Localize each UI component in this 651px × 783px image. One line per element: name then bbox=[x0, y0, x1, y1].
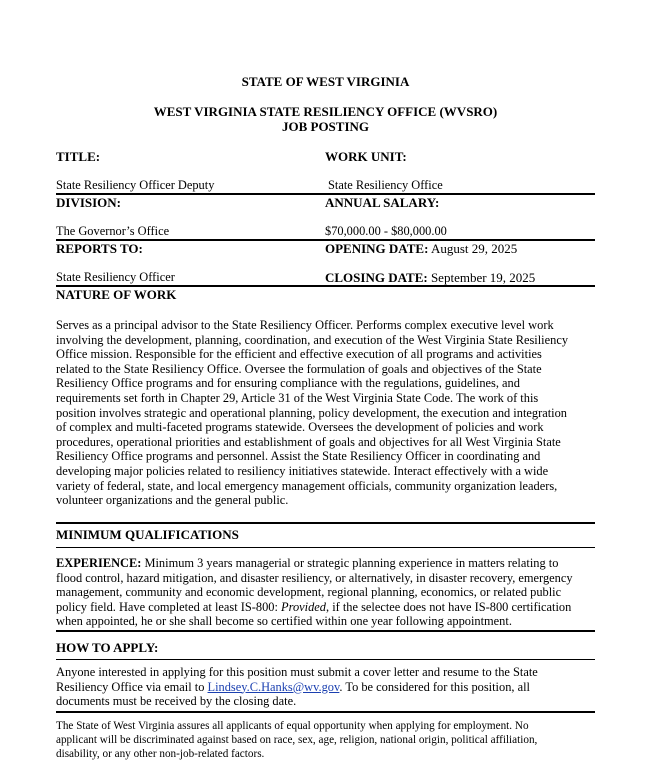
paragraph-line: Serves as a principal advisor to the State Resiliency Officer. Performs complex executive level work bbox=[56, 318, 554, 332]
paragraph-line: position involves strategic and operational planning, policy development, the execution and integration bbox=[56, 405, 567, 420]
annual-salary-label: ANNUAL SALARY: bbox=[325, 195, 440, 210]
paragraph-line: developing major policies related to resiliency initiatives statewide. Interact effectively with a wide bbox=[56, 463, 549, 478]
paragraph-line: Resiliency Office via email to bbox=[56, 679, 208, 694]
closing-date-value: September 19, 2025 bbox=[430, 270, 536, 285]
divider bbox=[56, 659, 595, 660]
paragraph-line: variety of federal, state, and local emergency management officials, community organization leaders, bbox=[56, 478, 558, 493]
paragraph-line: policy field. Have completed at least IS-800: bbox=[56, 599, 282, 614]
annual-salary-value: $70,000.00 - $80,000.00 bbox=[325, 224, 447, 238]
division-value: The Governor’s Office bbox=[56, 224, 170, 238]
experience-text bbox=[56, 556, 601, 629]
division-label: DIVISION: bbox=[56, 195, 122, 210]
paragraph-line: involving the development, planning, coordination, and execution of the West Virginia State Resiliency bbox=[56, 332, 569, 347]
reports-to-label: REPORTS TO: bbox=[56, 241, 143, 256]
eeo-statement bbox=[56, 719, 601, 762]
paragraph-line: Resiliency Office programs and for ensuring compliance with the regulations, guidelines, and bbox=[56, 376, 520, 391]
paragraph-line: requirements set forth in Chapter 29, Article 31 of the West Virginia State Code. The work of this bbox=[56, 390, 539, 405]
paragraph-line: Resiliency Office programs and personnel. Assist the State Resiliency Officer in coordinating and bbox=[56, 449, 541, 464]
paragraph-line: , if the selectee does not have IS-800 certification bbox=[326, 599, 572, 614]
paragraph-line: volunteer organizations and the general public. bbox=[56, 493, 289, 508]
title-value: State Resiliency Officer Deputy bbox=[56, 178, 215, 192]
opening-date-value: August 29, 2025 bbox=[430, 241, 518, 256]
nature-of-work-text bbox=[56, 318, 601, 508]
provided-italic: Provided bbox=[281, 599, 326, 614]
nature-of-work-heading: NATURE OF WORK bbox=[56, 287, 177, 302]
paragraph-line: related to the State Resiliency Office. Oversee the formulation of goals and objectives of the State bbox=[56, 361, 542, 376]
how-to-apply-text bbox=[56, 665, 601, 709]
divider bbox=[56, 547, 595, 548]
paragraph-line: procedures, operational priorities and establishment of goals and objectives for all West Virginia State bbox=[56, 434, 561, 449]
closing-date bbox=[325, 270, 535, 285]
paragraph-line: The State of West Virginia assures all applicants of equal opportunity when applying for employment. No bbox=[56, 720, 529, 732]
work-unit-label: WORK UNIT: bbox=[325, 149, 407, 164]
opening-date bbox=[325, 241, 517, 256]
paragraph-line: documents must be received by the closing date. bbox=[56, 694, 297, 709]
divider bbox=[56, 630, 595, 632]
experience-label: EXPERIENCE: bbox=[56, 556, 142, 570]
state-heading: STATE OF WEST VIRGINIA bbox=[241, 74, 410, 89]
office-heading: WEST VIRGINIA STATE RESILIENCY OFFICE (WVSRO) bbox=[153, 104, 498, 119]
paragraph-line: disability, or any other non-job-related factors. bbox=[56, 748, 265, 761]
paragraph-line: . To be considered for this position, all bbox=[339, 679, 530, 694]
paragraph-line: Minimum 3 years managerial or strategic planning experience in matters relating to bbox=[141, 556, 559, 570]
paragraph-line: management, community and economic development, regional planning, economics, or related public bbox=[56, 585, 562, 600]
paragraph-line: Office mission. Responsible for the efficient and effective execution of all programs and activities bbox=[56, 347, 542, 362]
title-label: TITLE: bbox=[56, 149, 101, 164]
email-link[interactable]: Lindsey.C.Hanks@wv.gov bbox=[207, 679, 340, 694]
opening-date-label: OPENING DATE: bbox=[325, 241, 429, 256]
work-unit-value: State Resiliency Office bbox=[328, 178, 443, 192]
minimum-qualifications-heading: MINIMUM QUALIFICATIONS bbox=[56, 527, 239, 542]
divider bbox=[56, 522, 595, 524]
paragraph-line: of complex and multi-faceted programs statewide. Oversees the development of policies and work bbox=[56, 420, 544, 435]
divider bbox=[56, 711, 595, 713]
paragraph-line: when appointed, he or she shall become so certified within one year following appointment. bbox=[56, 614, 512, 629]
how-to-apply-heading: HOW TO APPLY: bbox=[56, 640, 159, 655]
reports-to-value: State Resiliency Officer bbox=[56, 270, 175, 284]
paragraph-line: flood control, hazard mitigation, and disaster resiliency, or alternatively, in disaster recovery, emergency bbox=[56, 570, 573, 585]
closing-date-label: CLOSING DATE: bbox=[325, 270, 428, 285]
paragraph-line: applicant will be discriminated against based on race, sex, age, religion, national origin, political affiliation, bbox=[56, 734, 538, 747]
paragraph-line: Anyone interested in applying for this position must submit a cover letter and resume to the State bbox=[56, 665, 538, 679]
job-posting-heading: JOB POSTING bbox=[281, 119, 370, 134]
